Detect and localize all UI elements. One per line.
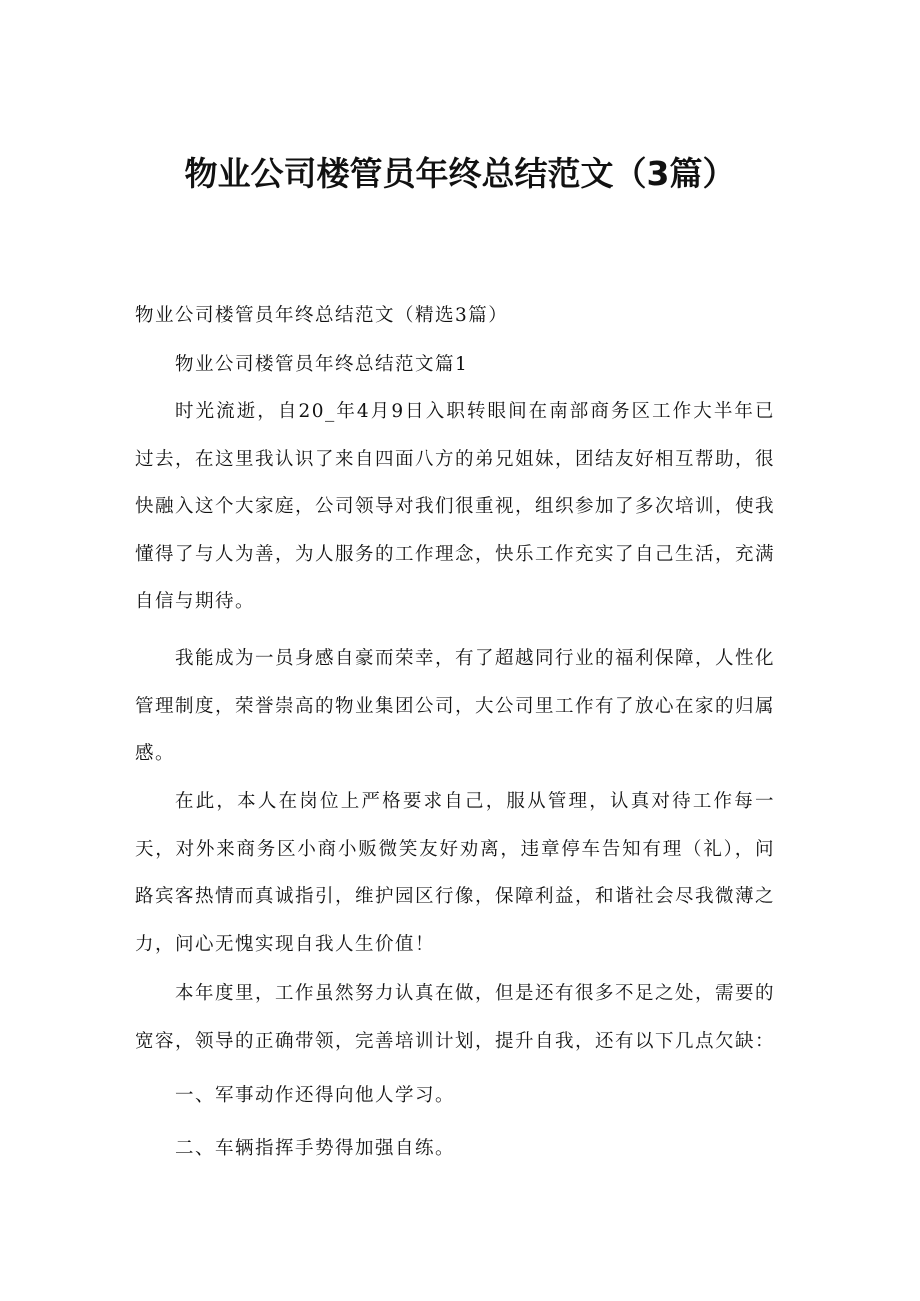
list-item-1: 一、军事动作还得向他人学习。: [175, 1085, 456, 1106]
paragraph-4: 本年度里，工作虽然努力认真在做，但是还有很多不足之处，需要的宽容，领导的正确带领，完善培训计划，提升自我，还有以下几点欠缺：: [135, 983, 776, 1052]
list-item-2: 二、车辆指挥手势得加强自练。: [175, 1138, 456, 1159]
paragraph-1: 时光流逝，自20_年4月9日入职转眼间在南部商务区工作大半年已过去，在这里我认识了来自四面八方的弟兄姐妹，团结友好相互帮助，很快融入这个大家庭，公司领导对我们很重视，组织参加了多次培训，使我懂得了与人为善，为人服务的工作理念，快乐工作充实了自己生活，充满自信与期待。: [135, 401, 776, 612]
document-title: 物业公司楼管员年终总结范文（3篇）: [184, 154, 736, 193]
paragraph-3: 在此，本人在岗位上严格要求自己，服从管理，认真对待工作每一天，对外来商务区小商小贩微笑友好劝离，违章停车告知有理（礼），问路宾客热情而真诚指引，维护园区行像，保障利益，和谐社会尽我微薄之力，问心无愧实现自我人生价值！: [135, 791, 776, 955]
document-subtitle: 物业公司楼管员年终总结范文（精选3篇）: [135, 305, 509, 326]
section-heading: 物业公司楼管员年终总结范文篇1: [175, 354, 469, 375]
paragraph-2: 我能成为一员身感自豪而荣幸，有了超越同行业的福利保障，人性化管理制度，荣誉崇高的物业集团公司，大公司里工作有了放心在家的归属感。: [135, 648, 776, 764]
